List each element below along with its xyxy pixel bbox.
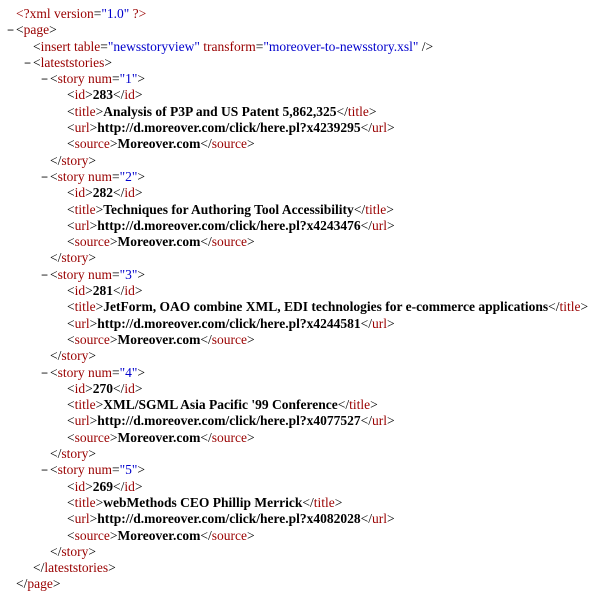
xml-punct: = [112, 71, 120, 87]
xml-punct: > [134, 478, 143, 494]
xml-punct: </ [200, 527, 212, 543]
xml-tag-name: title [559, 299, 581, 315]
xml-punct: > [386, 511, 395, 527]
xml-text-content: http://d.moreover.com/click/here.pl?x4239295 [97, 120, 361, 136]
collapse-toggle-icon[interactable]: − [40, 463, 48, 478]
xml-punct: = [112, 364, 120, 380]
xml-punct: </ [200, 234, 212, 250]
xml-line [0, 316, 614, 332]
xml-line [0, 348, 614, 364]
xml-punct: > [95, 299, 104, 315]
xml-tag-name: story [57, 71, 85, 87]
xml-tag-name: story [57, 168, 85, 184]
xml-punct: </ [200, 331, 212, 347]
xml-punct: </ [113, 185, 125, 201]
xml-line [0, 218, 614, 234]
xml-attribute-name: table [74, 38, 101, 54]
xml-text-content: Techniques for Authoring Tool Accessibility [103, 201, 354, 217]
xml-tag-name: page [27, 576, 53, 592]
xml-line [0, 462, 614, 478]
xml-attribute-value: "moreover-to-newsstory.xsl" [263, 38, 419, 54]
xml-tag-name: title [347, 103, 369, 119]
xml-tag-name: id [124, 283, 135, 299]
xml-text-content: http://d.moreover.com/click/here.pl?x4243476 [97, 217, 361, 233]
xml-punct: </ [353, 201, 366, 217]
xml-line [0, 55, 614, 71]
xml-punct: < [67, 87, 75, 103]
xml-punct: </ [360, 413, 372, 429]
xml-tag-name: url [371, 217, 387, 233]
xml-punct: < [67, 397, 75, 413]
xml-punct: </ [360, 120, 372, 136]
xml-line [0, 397, 614, 413]
xml-line [0, 479, 614, 495]
xml-punct: < [33, 54, 41, 70]
xml-tag-name: title [74, 494, 96, 510]
xml-punct: > [137, 71, 146, 87]
xml-punct: < [67, 380, 75, 396]
xml-punct: > [95, 103, 104, 119]
xml-tag-name: url [371, 511, 387, 527]
xml-line [0, 202, 614, 218]
xml-punct: = [112, 168, 120, 184]
xml-punct: </ [200, 136, 212, 152]
xml-punct: > [88, 348, 96, 364]
xml-punct: > [88, 250, 96, 266]
xml-text-content: Moreover.com [117, 429, 201, 445]
xml-tag-name: source [74, 331, 110, 347]
xml-punct: </ [302, 494, 314, 510]
xml-attribute-value: "1" [119, 71, 138, 87]
xml-tag-name: id [124, 478, 135, 494]
xml-line [0, 169, 614, 185]
xml-punct: < [50, 364, 58, 380]
xml-line [0, 283, 614, 299]
xml-tag-name: source [211, 136, 247, 152]
xml-line [0, 267, 614, 283]
xml-punct: > [85, 380, 93, 396]
xml-text-content: http://d.moreover.com/click/here.pl?x4077527 [97, 413, 361, 429]
xml-punct: > [386, 413, 395, 429]
xml-punct: </ [50, 543, 62, 559]
xml-tag-name: id [124, 87, 135, 103]
xml-line [0, 446, 614, 462]
xml-tag-name: title [74, 299, 96, 315]
xml-punct: < [67, 413, 75, 429]
xml-punct: > [137, 364, 146, 380]
xml-tag-name: title [74, 397, 96, 413]
xml-punct: < [67, 185, 75, 201]
xml-line [0, 528, 614, 544]
xml-punct: < [50, 266, 58, 282]
xml-attribute-value: "1.0" [101, 6, 130, 21]
xml-line [0, 234, 614, 250]
xml-attribute-value: "2" [119, 168, 138, 184]
xml-punct: > [89, 120, 98, 136]
xml-tag-name: page [23, 22, 50, 38]
xml-text-content: Moreover.com [117, 234, 201, 250]
xml-punct: </ [360, 315, 372, 331]
xml-tag-name: title [365, 201, 387, 217]
xml-tag-name: story [61, 152, 89, 168]
xml-line [0, 495, 614, 511]
xml-line [0, 511, 614, 527]
xml-line [0, 365, 614, 381]
xml-line [0, 87, 614, 103]
xml-punct: > [88, 152, 96, 168]
xml-punct: > [370, 397, 378, 413]
xml-punct: > [109, 429, 118, 445]
xml-punct: < [67, 120, 75, 136]
collapse-toggle-icon[interactable]: − [40, 169, 48, 184]
xml-attribute-name: num [88, 71, 113, 87]
xml-punct: > [109, 527, 118, 543]
xml-tag-name: url [371, 315, 387, 331]
xml-punct: < [67, 478, 75, 494]
xml-punct: </ [16, 576, 28, 592]
xml-punct: </ [548, 299, 560, 315]
xml-punct: < [67, 315, 75, 331]
xml-line [0, 544, 614, 560]
xml-tag-name: id [124, 380, 135, 396]
xml-text-content: 281 [92, 283, 114, 299]
xml-punct: = [100, 38, 108, 54]
xml-text-content: JetForm, OAO combine XML, EDI technologies for e-commerce applications [103, 299, 549, 315]
xml-punct: = [112, 462, 120, 478]
xml-punct: > [386, 120, 395, 136]
xml-attribute-name: num [88, 462, 113, 478]
xml-punct: > [95, 201, 104, 217]
xml-text-content: 270 [92, 380, 114, 396]
xml-tag-name: lateststories [44, 560, 109, 576]
xml-punct: > [109, 136, 118, 152]
xml-tag-name: id [74, 380, 86, 396]
xml-text-content: Moreover.com [117, 136, 201, 152]
xml-tag-name: story [57, 266, 85, 282]
collapse-toggle-icon[interactable]: − [40, 267, 48, 282]
xml-tag-name: url [74, 413, 90, 429]
collapse-toggle-icon[interactable]: − [40, 72, 48, 87]
xml-punct: < [67, 234, 75, 250]
xml-punct: > [95, 397, 104, 413]
xml-punct: > [49, 22, 57, 38]
xml-punct: > [246, 527, 255, 543]
xml-attribute-name: transform [203, 38, 256, 54]
xml-punct: </ [337, 397, 350, 413]
xml-punct: > [88, 543, 96, 559]
xml-tag-name: source [211, 331, 247, 347]
xml-line [0, 576, 614, 592]
xml-attribute-name: version [53, 6, 94, 21]
collapse-toggle-icon[interactable]: − [23, 55, 31, 70]
xml-tag-name: source [74, 527, 110, 543]
xml-line [0, 185, 614, 201]
xml-line [0, 6, 614, 22]
xml-punct: < [16, 22, 24, 38]
xml-punct: < [67, 217, 75, 233]
xml-tag-name: story [61, 250, 89, 266]
xml-text-content: webMethods CEO Phillip Merrick [103, 494, 303, 510]
xml-punct: > [134, 380, 143, 396]
xml-line [0, 299, 614, 315]
xml-punct: > [386, 217, 395, 233]
xml-line [0, 413, 614, 429]
xml-punct: </ [336, 103, 348, 119]
xml-punct: < [50, 462, 58, 478]
xml-punct: > [85, 283, 93, 299]
xml-punct: < [67, 201, 75, 217]
xml-attribute-name: num [88, 364, 113, 380]
xml-punct: < [67, 103, 75, 119]
xml-punct: < [67, 331, 75, 347]
xml-line [0, 39, 614, 55]
xml-punct: = [255, 38, 264, 54]
xml-attribute-value: "4" [119, 364, 138, 380]
xml-tag-name: story [61, 348, 89, 364]
xml-punct: < [67, 283, 75, 299]
xml-punct: > [85, 478, 93, 494]
xml-punct: > [134, 283, 143, 299]
xml-punct: = [93, 6, 102, 21]
xml-line [0, 136, 614, 152]
xml-punct: = [112, 266, 120, 282]
xml-attribute-name: num [88, 168, 113, 184]
xml-tag-name: source [74, 136, 110, 152]
xml-tag-name: url [371, 120, 387, 136]
xml-punct: > [246, 136, 255, 152]
xml-tag-name: source [211, 527, 247, 543]
xml-tag-name: source [211, 429, 247, 445]
xml-tag-name: title [74, 103, 96, 119]
xml-punct: > [104, 54, 112, 70]
xml-punct: </ [50, 250, 62, 266]
xml-punct: < [33, 38, 41, 54]
xml-tag-name: id [124, 185, 135, 201]
xml-tag-name: insert [40, 38, 71, 54]
xml-tag-name: title [74, 201, 96, 217]
xml-punct: > [85, 185, 93, 201]
xml-punct: > [137, 462, 146, 478]
xml-processing-instruction: <?xml [16, 6, 54, 21]
xml-punct: < [67, 429, 75, 445]
xml-tag-name: source [74, 429, 110, 445]
xml-tag-name: id [74, 87, 86, 103]
xml-tag-name: url [371, 413, 387, 429]
xml-tag-name: story [61, 446, 89, 462]
xml-punct: > [89, 217, 98, 233]
xml-punct: > [137, 266, 146, 282]
xml-tag-name: title [349, 397, 371, 413]
xml-punct: > [52, 576, 61, 592]
xml-text-content: XML/SGML Asia Pacific '99 Conference [103, 397, 338, 413]
xml-line [0, 332, 614, 348]
xml-tag-name: url [74, 217, 90, 233]
xml-punct: </ [200, 429, 212, 445]
xml-tag-name: story [57, 364, 85, 380]
xml-punct: > [580, 299, 589, 315]
xml-tag-name: id [74, 185, 86, 201]
xml-text-content: Moreover.com [117, 331, 201, 347]
xml-punct: > [89, 413, 98, 429]
xml-punct: > [88, 446, 96, 462]
xml-punct: </ [360, 217, 372, 233]
xml-tag-name: id [74, 478, 86, 494]
xml-tag-name: id [74, 283, 86, 299]
xml-punct: > [134, 185, 143, 201]
xml-punct: > [85, 87, 93, 103]
xml-line [0, 250, 614, 266]
xml-punct: < [50, 71, 58, 87]
xml-tag-name: source [211, 234, 247, 250]
xml-line [0, 381, 614, 397]
xml-text-content: Moreover.com [117, 527, 201, 543]
xml-punct: > [95, 494, 104, 510]
xml-text-content: http://d.moreover.com/click/here.pl?x4244581 [97, 315, 361, 331]
xml-punct: > [137, 168, 146, 184]
xml-tag-name: story [61, 543, 89, 559]
xml-punct: < [67, 299, 75, 315]
collapse-toggle-icon[interactable]: − [6, 23, 14, 38]
xml-tag-name: url [74, 315, 90, 331]
xml-punct: < [67, 494, 75, 510]
xml-punct: > [134, 87, 143, 103]
xml-line [0, 153, 614, 169]
xml-punct: > [246, 234, 255, 250]
xml-processing-instruction: ?> [129, 6, 147, 21]
xml-line [0, 22, 614, 38]
xml-line [0, 120, 614, 136]
xml-punct: </ [33, 560, 45, 576]
xml-punct: </ [50, 348, 62, 364]
xml-punct: </ [360, 511, 372, 527]
xml-tag-name: url [74, 120, 90, 136]
xml-punct: > [386, 201, 394, 217]
xml-punct: </ [50, 446, 62, 462]
xml-punct: > [89, 511, 98, 527]
xml-punct: </ [50, 152, 62, 168]
xml-lines-container [0, 6, 614, 593]
xml-punct: < [50, 168, 58, 184]
xml-attribute-value: "5" [119, 462, 138, 478]
xml-line [0, 71, 614, 87]
xml-text-content: 269 [92, 478, 114, 494]
xml-attribute-value: "newsstoryview" [107, 38, 200, 54]
xml-tag-name: title [313, 494, 335, 510]
xml-punct: > [246, 429, 255, 445]
xml-punct: < [67, 136, 75, 152]
xml-line [0, 560, 614, 576]
xml-punct: > [386, 315, 395, 331]
xml-punct: </ [113, 380, 125, 396]
xml-punct: </ [113, 478, 125, 494]
xml-text-content: 283 [92, 87, 114, 103]
xml-punct: > [334, 494, 343, 510]
xml-attribute-name: num [88, 266, 113, 282]
xml-punct: /> [418, 38, 434, 54]
xml-attribute-value: "3" [119, 266, 138, 282]
xml-text-content: Analysis of P3P and US Patent 5,862,325 [103, 103, 337, 119]
xml-text-content: http://d.moreover.com/click/here.pl?x4082028 [97, 511, 361, 527]
xml-punct: > [109, 234, 118, 250]
xml-text-content: 282 [92, 185, 114, 201]
xml-punct: < [67, 527, 75, 543]
xml-punct: </ [113, 283, 125, 299]
xml-line [0, 430, 614, 446]
xml-punct: > [89, 315, 98, 331]
xml-punct: > [246, 331, 255, 347]
xml-punct: > [109, 331, 118, 347]
collapse-toggle-icon[interactable]: − [40, 365, 48, 380]
xml-punct: > [368, 103, 377, 119]
xml-line [0, 104, 614, 120]
xml-punct: < [67, 511, 75, 527]
xml-tag-name: story [57, 462, 85, 478]
xml-tag-name: url [74, 511, 90, 527]
xml-tag-name: source [74, 234, 110, 250]
xml-punct: </ [113, 87, 125, 103]
xml-tag-name: lateststories [40, 54, 105, 70]
xml-punct: > [108, 560, 116, 576]
